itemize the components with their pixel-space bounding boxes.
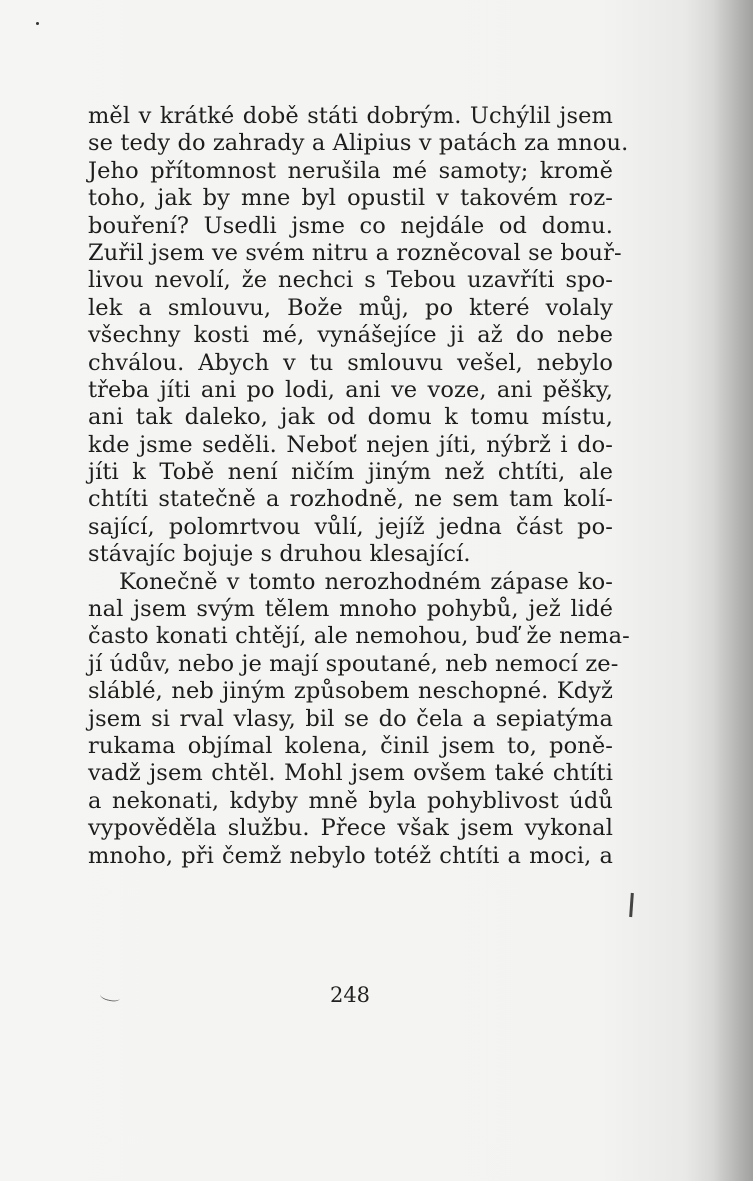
text-line: a nekonati, kdyby mně byla pohyblivost údů — [88, 787, 613, 814]
text-line: ani tak daleko, jak od domu k tomu místu, — [88, 404, 613, 431]
text-line: jíti k Tobě není ničím jiným než chtíti, ale — [88, 459, 613, 486]
text-line: všechny kosti mé, vynášejíce ji až do nebe — [88, 322, 613, 349]
text-line: livou nevolí, že nechci s Tebou uzavříti spo- — [88, 267, 613, 294]
text-line: chtíti statečně a rozhodně, ne sem tam kolí- — [88, 486, 613, 513]
text-line: Zuřil jsem ve svém nitru a rozněcoval se bouř- — [88, 239, 622, 266]
text-line: vypověděla službu. Přece však jsem vykonal — [88, 815, 613, 842]
text-line: jsem si rval vlasy, bil se do čela a sepiatýma — [88, 705, 613, 732]
text-line: vadž jsem chtěl. Mohl jsem ovšem také chtíti — [88, 760, 613, 787]
text-line: Jeho přítomnost nerušila mé samoty; kromě — [88, 157, 613, 184]
text-line: často konati chtějí, ale nemohou, buď že nema- — [88, 623, 630, 650]
text-line: bouření? Usedli jsme co nejdále od domu. — [88, 212, 613, 239]
text-line: jí údův, nebo je mají spoutané, neb nemocí ze- — [88, 650, 619, 677]
text-line: třeba jíti ani po lodi, ani ve voze, ani pěšky, — [88, 376, 613, 403]
text-line: lek a smlouvu, Bože můj, po které volaly — [88, 294, 613, 321]
text-line: rukama objímal kolena, činil jsem to, poně- — [88, 732, 613, 759]
page-gutter-shadow — [713, 0, 753, 1181]
text-line: mnoho, při čemž nebylo totéž chtíti a moci, a — [88, 842, 613, 869]
page-number: 248 — [329, 983, 371, 1007]
text-line: nal jsem svým tělem mnoho pohybů, jež lidé — [88, 596, 613, 623]
text-line: kde jsme seděli. Neboť nejen jíti, nýbrž i do- — [88, 431, 613, 458]
text-line: chválou. Abych v tu smlouvu vešel, nebylo — [88, 349, 613, 376]
text-line: sající, polomrtvou vůlí, jejíž jedna část po- — [88, 513, 613, 540]
text-line: se tedy do zahrady a Alipius v patách za mnou. — [88, 130, 629, 157]
print-mark — [629, 893, 634, 917]
text-line: měl v krátké době státi dobrým. Uchýlil jsem — [88, 103, 613, 129]
text-line: sláblé, neb jiným způsobem neschopné. Když — [88, 678, 613, 705]
text-line: stávajíc bojuje s druhou klesající. — [88, 541, 471, 568]
print-speck — [36, 22, 39, 25]
text-line: Konečně v tomto nerozhodném zápase ko- — [119, 568, 613, 595]
text-line: toho, jak by mne byl opustil v takovém roz- — [88, 185, 613, 212]
body-text — [88, 103, 630, 870]
